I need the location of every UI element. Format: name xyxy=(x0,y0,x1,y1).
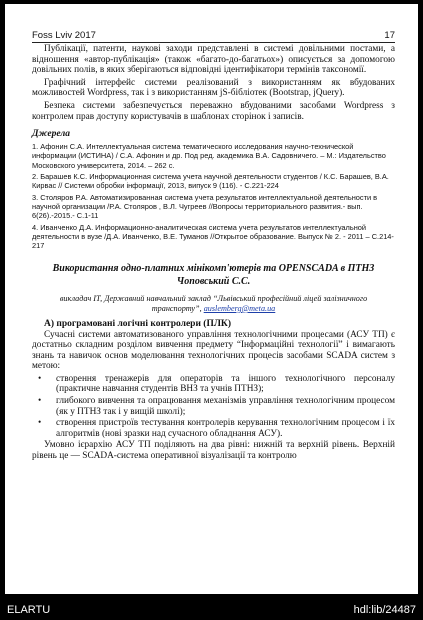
page-body xyxy=(32,44,395,464)
header-page-number: 17 xyxy=(384,30,395,41)
running-header xyxy=(32,30,395,43)
list-item: • глибокого вивчення та опрацювання механізмів управління технологічним процесом (як у ПТНЗ так і у вищій школі); xyxy=(38,396,395,417)
document-page xyxy=(5,4,418,594)
bullet-icon: • xyxy=(38,396,42,407)
reference-item: 1. Афонин С.А. Интеллектуальная система тематического исследования научно-технической информации (ИСТИНА) / С.А. Афонин и др. Под ред. академика В.А. Садовничего. – М.: Издательство Московского университета, 2014. – 262 с. xyxy=(32,142,386,170)
affiliation-text: викладач ІТ, Державний навчальний заклад “Львівський професійний ліцей залізничного транспорту”, xyxy=(59,293,368,313)
viewer-footer-bar xyxy=(0,597,423,620)
article-title: Використання одно-платних мінікомп'ютерів та OPENSCADA в ПТНЗ xyxy=(52,263,375,275)
bullet-list xyxy=(32,374,395,440)
reference-item: 2. Барашев К.С. Информационная система учета научной деятельности студентов / К.С. Барашев, В.А. Кирвас // Системи обробки інформації, 2013, випуск 9 (116). - С.221-224 xyxy=(32,172,389,191)
author-affiliation xyxy=(32,294,395,314)
paragraph: Безпека системи забезпечується переважно вбудованими засобами Wordpress з контролем прав доступу користувачів в шаблонах сторінок і записів. xyxy=(32,100,395,122)
list-item: • створення пристроїв тестування контролерів керування технологічним процесом і їх алгоритмів (нові зразки над сучасного обладнання АСУ). xyxy=(38,418,395,439)
reference-item: 4. Иванченко Д.А. Информационно-аналитическая система учета результатов интеллектуальной деятельности в вузе /Д.А. Иванченко, В.Е. Туманов //Открытое образование. Выпуск № 2. - 2011 – С.214-217 xyxy=(32,222,394,251)
references-heading: Джерела xyxy=(32,129,70,140)
section-heading: А) програмовані логічні контролери (ПЛК) xyxy=(44,318,231,329)
header-conference: Foss Lviv 2017 xyxy=(32,30,96,41)
paragraph: Умовно ієрархію АСУ ТП поділяють на два рівні: нижній та верхній рівень. Верхній рівень це — SCADA-система оперативної візуалізації та контролю xyxy=(32,440,395,462)
article-author: Чоповський С.С. xyxy=(176,275,251,287)
paragraph: Публікації, патенти, наукові заходи представлені в системі довільними постами, а відношення «автор-публікація» (також «багато-до-багатьох») описується за допомогою довільних полів, в яких зберігаються відповідні ідентифікатори термінів таксономії. xyxy=(32,44,395,76)
bullet-icon: • xyxy=(38,373,42,384)
repository-label: ELARTU xyxy=(7,604,51,616)
list-item: • створення тренажерів для операторів та іншого технологічного персоналу (практичне навчання студентів ВНЗ та учнів ПТНЗ); xyxy=(38,373,395,395)
paragraph: Графічний інтерфейс системи реалізований з використанням як вбудованих можливостей Wordpress, так і з використанням jS-бібліотек (Bootstrap, jQuery). xyxy=(32,77,395,99)
paragraph: Сучасні системи автоматизованого управління технологічними процесами (АСУ ТП) є достатньо складним розділом вивчення предмету “Інформаційні технології” і вимагають знань та навичок основ моделювання технологічних процесів засобами SCADA систем з метою: xyxy=(32,329,395,372)
author-email-link[interactable]: auslemberg@meta.ua xyxy=(203,303,276,313)
handle-label: hdl:lib/24487 xyxy=(353,604,416,616)
reference-item: 3. Столяров Р.А. Автоматизированная система учета результатов интеллектуальной деятельности в научной организации /Р.А. Столяров , В.Л. Чугреев //Вопросы территориального развития.- вып. 6(26).-2015.- С.1-11 xyxy=(32,192,378,221)
bullet-icon: • xyxy=(38,418,42,429)
